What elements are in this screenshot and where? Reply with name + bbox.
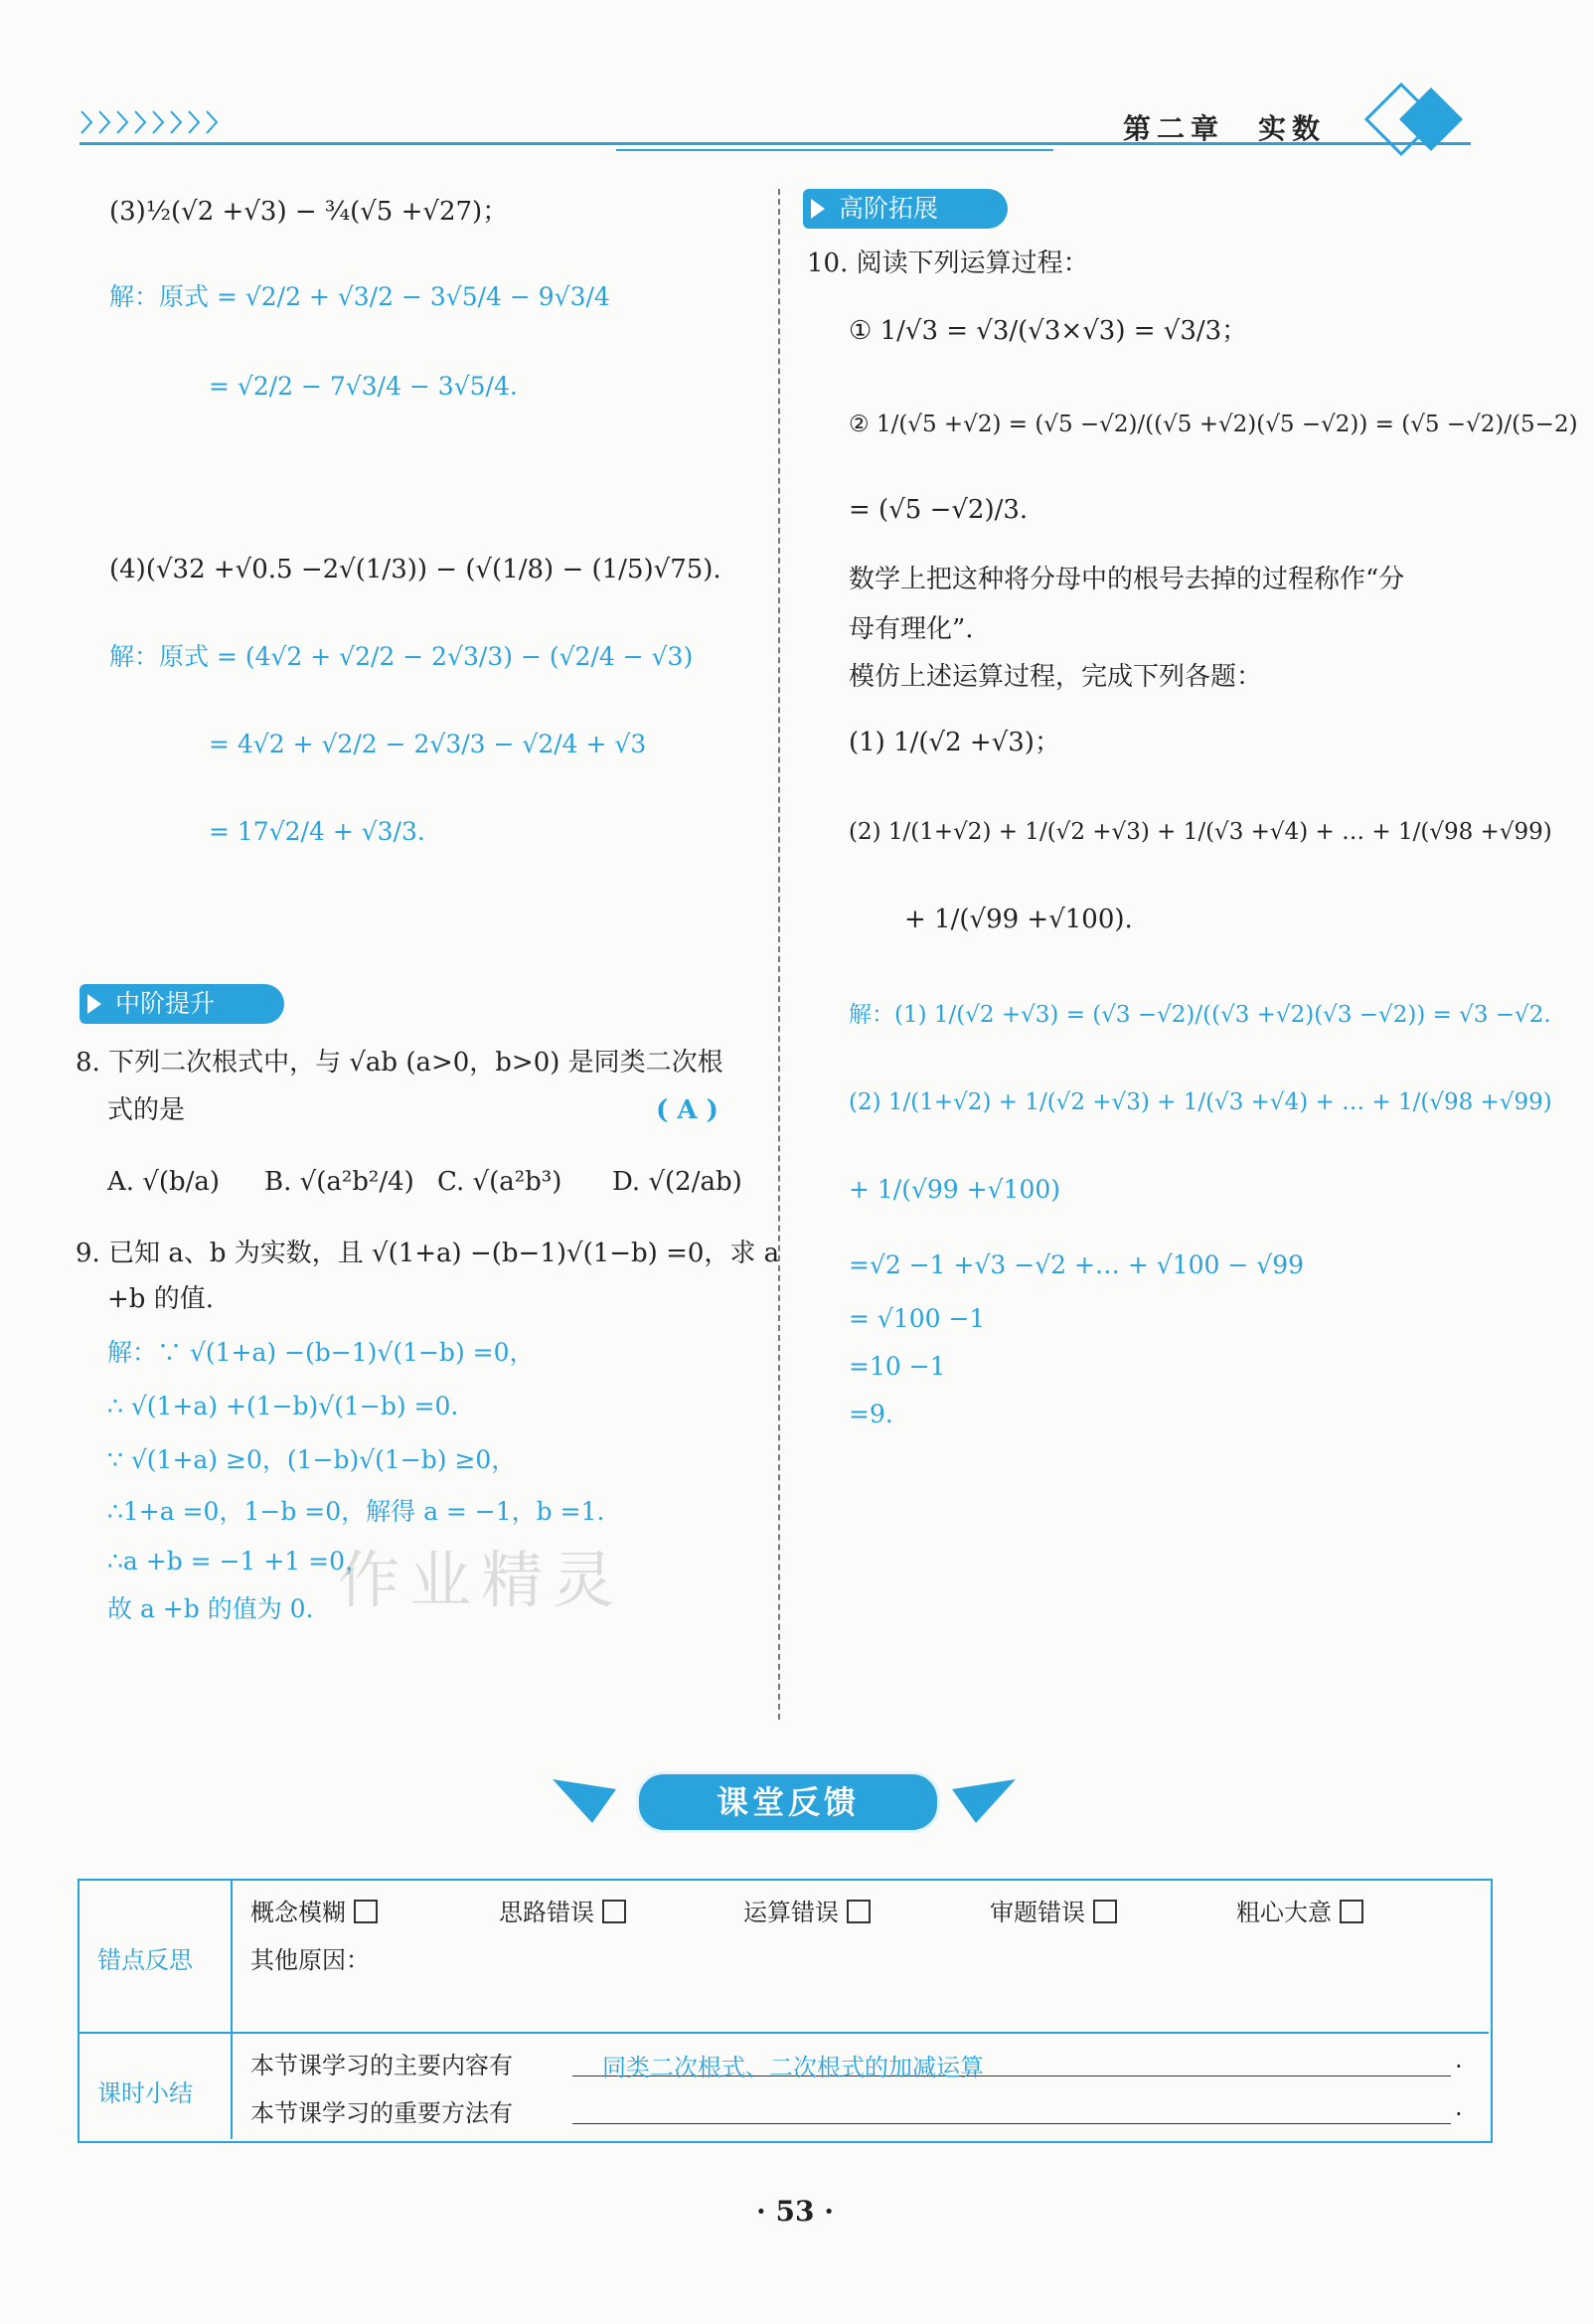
- q10-solution-line3: + 1/(√99 +√100): [849, 1175, 1061, 1204]
- q9-line2: +b 的值.: [107, 1284, 214, 1314]
- summary-content-period: .: [1455, 2046, 1463, 2074]
- q8-line1: 8. 下列二次根式中，与 √ab (a>0，b>0) 是同类二次根: [76, 1048, 723, 1078]
- error-reflection-label: 错点反思: [97, 1946, 193, 1974]
- option-careless-checkbox[interactable]: [1340, 1900, 1363, 1923]
- header-rule-short: [616, 149, 1053, 151]
- other-reason-label: 其他原因：: [250, 1946, 370, 1974]
- q10-desc2: 母有理化”.: [849, 614, 974, 644]
- q3-solution-line2: = √2/2 − 7√3/4 − 3√5/4.: [209, 372, 518, 401]
- mid-level-tag: 中阶提升: [80, 984, 284, 1024]
- q8-option-d: D. √(2/ab): [612, 1167, 742, 1197]
- option-careless-label: 粗心大意: [1236, 1899, 1332, 1926]
- summary-content-field[interactable]: [572, 2048, 1451, 2081]
- q10-step1: ① 1/√3 = √3/(√3×√3) = √3/3；: [849, 316, 1248, 346]
- summary-content-prefix: 本节课学习的主要内容有: [250, 2052, 513, 2079]
- option-careless: [1236, 1893, 1363, 1927]
- q8-option-c: C. √(a²b³): [437, 1167, 562, 1197]
- high-level-tag: 高阶拓展: [803, 189, 1008, 229]
- q9-solution-line4: ∴1+a =0，1−b =0，解得 a = −1，b =1.: [107, 1497, 605, 1526]
- option-thinking: [499, 1893, 626, 1927]
- q4-solution-line3: = 17√2/4 + √3/3.: [209, 817, 425, 846]
- q4-text: (4)(√32 +√0.5 −2√(1/3)) − (√(1/8) − (1/5)√75).: [109, 555, 721, 584]
- watermark: 作业精灵: [338, 1544, 625, 1616]
- q10-part2: (2) 1/(1+√2) + 1/(√2 +√3) + 1/(√3 +√4) + … + 1/(√98 +√99): [849, 819, 1552, 845]
- feedback-banner: 课堂反馈: [636, 1771, 940, 1833]
- q9-solution-line3: ∵ √(1+a) ≥0，(1−b)√(1−b) ≥0，: [107, 1445, 517, 1474]
- option-thinking-checkbox[interactable]: [602, 1900, 626, 1923]
- feedback-table-row-divider: [78, 2032, 1489, 2034]
- option-concept-label: 概念模糊: [250, 1899, 346, 1926]
- summary-method-field[interactable]: [572, 2095, 1451, 2124]
- q10-solution-line2: (2) 1/(1+√2) + 1/(√2 +√3) + 1/(√3 +√4) + … + 1/(√98 +√99): [849, 1089, 1552, 1115]
- q9-line1: 9. 已知 a、b 为实数，且 √(1+a) −(b−1)√(1−b) =0，求 a: [76, 1239, 780, 1268]
- q4-solution-line2: = 4√2 + √2/2 − 2√3/3 − √2/4 + √3: [209, 730, 647, 758]
- banner-left-wing-icon: [553, 1775, 618, 1825]
- feedback-table-divider: [231, 1879, 233, 2139]
- q9-solution-line1: 解：∵ √(1+a) −(b−1)√(1−b) =0，: [107, 1338, 535, 1367]
- page-number: · 53 ·: [756, 2195, 834, 2228]
- chapter-title: 第二章 实数: [1123, 112, 1327, 145]
- q10-solution-line4: =√2 −1 +√3 −√2 +… + √100 − √99: [849, 1250, 1305, 1279]
- summary-method-period: .: [1455, 2093, 1463, 2121]
- q9-solution-line2: ∴ √(1+a) +(1−b)√(1−b) =0.: [107, 1392, 459, 1420]
- q3-solution-line1: 解：原式 = √2/2 + √3/2 − 3√5/4 − 9√3/4: [109, 282, 610, 311]
- option-reading: [990, 1893, 1117, 1927]
- option-calculation-label: 运算错误: [743, 1899, 839, 1926]
- option-reading-checkbox[interactable]: [1093, 1900, 1117, 1923]
- q10-desc3: 模仿上述运算过程，完成下列各题：: [849, 662, 1263, 692]
- summary-content-value: 同类二次根式、二次根式的加减运算: [602, 2054, 984, 2081]
- q10-solution-line7: =9.: [849, 1400, 893, 1428]
- q10-part2b: + 1/(√99 +√100).: [904, 905, 1133, 934]
- q10-part1: (1) 1/(√2 +√3)；: [849, 728, 1060, 757]
- option-thinking-label: 思路错误: [499, 1899, 594, 1926]
- q10-desc1: 数学上把这种将分母中的根号去掉的过程称作“分: [849, 565, 1405, 594]
- lesson-summary-label: 课时小结: [97, 2079, 193, 2107]
- q9-solution-line6: 故 a +b 的值为 0.: [107, 1594, 314, 1623]
- q8-answer: ( A ): [656, 1095, 718, 1125]
- q10-step2: ② 1/(√5 +√2) = (√5 −√2)/((√5 +√2)(√5 −√2)) = (√5 −√2)/(5−2): [849, 412, 1578, 437]
- option-calculation: [743, 1893, 871, 1927]
- diamond-logo-icon: [1361, 80, 1471, 159]
- q10-solution-line1: 解：(1) 1/(√2 +√3) = (√3 −√2)/((√3 +√2)(√3 −√2)) = √3 −√2.: [849, 1002, 1551, 1028]
- q10-solution-line6: =10 −1: [849, 1352, 946, 1381]
- q8-option-b: B. √(a²b²/4): [264, 1167, 414, 1197]
- q4-solution-line1: 解：原式 = (4√2 + √2/2 − 2√3/3) − (√2/4 − √3): [109, 642, 694, 671]
- q10-title: 10. 阅读下列运算过程：: [807, 249, 1089, 278]
- header-arrows-decoration: [80, 107, 219, 137]
- summary-method-prefix: 本节课学习的重要方法有: [250, 2099, 513, 2127]
- q10-solution-line5: = √100 −1: [849, 1304, 986, 1333]
- q8-option-a: A. √(b/a): [107, 1167, 221, 1197]
- q9-solution-line5: ∴a +b = −1 +1 =0，: [107, 1547, 371, 1576]
- q3-text: (3)½(√2 +√3) − ¾(√5 +√27)；: [109, 197, 509, 227]
- q10-step2b: = (√5 −√2)/3.: [849, 495, 1029, 525]
- q8-line2: 式的是: [107, 1095, 186, 1125]
- column-divider: [778, 189, 780, 1720]
- banner-right-wing-icon: [950, 1775, 1016, 1825]
- option-calculation-checkbox[interactable]: [847, 1900, 871, 1923]
- option-concept-checkbox[interactable]: [354, 1900, 378, 1923]
- option-concept: [250, 1893, 378, 1927]
- option-reading-label: 审题错误: [990, 1899, 1085, 1926]
